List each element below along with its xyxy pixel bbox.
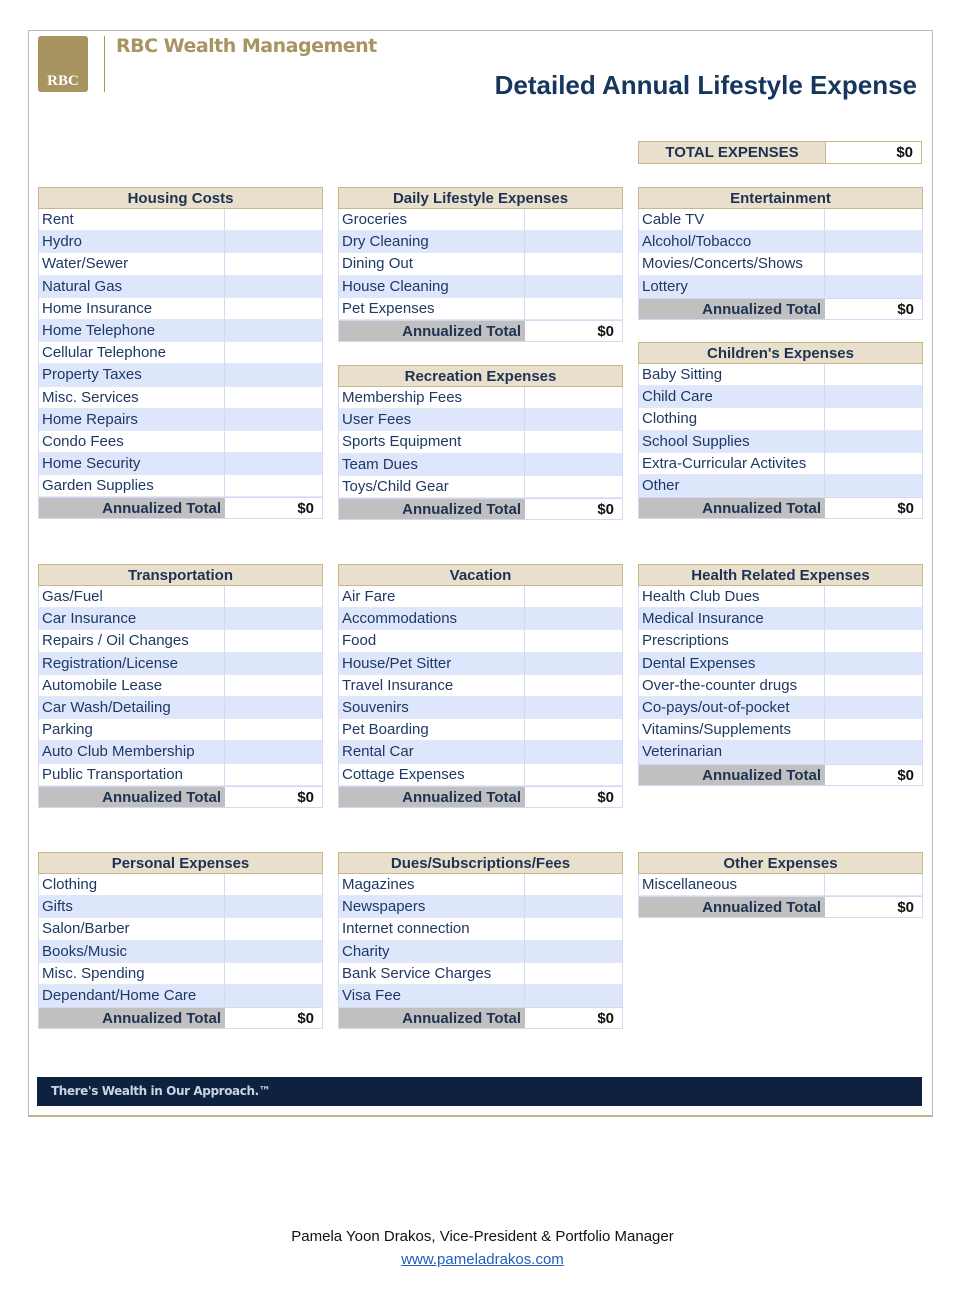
- expense-row: [38, 320, 323, 342]
- expense-amount-input[interactable]: [525, 608, 622, 630]
- expense-row: [638, 253, 923, 275]
- expense-label: Other: [639, 475, 825, 497]
- annualized-total-value: $0: [597, 788, 614, 806]
- annualized-total-label: Annualized Total: [639, 897, 825, 917]
- expense-amount-input[interactable]: [225, 209, 322, 231]
- expense-row: [38, 387, 323, 409]
- expense-amount-input[interactable]: [825, 719, 922, 741]
- expense-label: Home Repairs: [39, 409, 225, 431]
- expense-row: [38, 941, 323, 963]
- expense-amount-input[interactable]: [225, 918, 322, 940]
- tagline-bar: There's Wealth in Our Approach.™: [37, 1077, 922, 1106]
- expense-label: Extra-Curricular Activites: [639, 453, 825, 475]
- expense-row: [338, 675, 623, 697]
- expense-row: [638, 719, 923, 741]
- expense-amount-input[interactable]: [825, 874, 922, 896]
- section-header: Transportation: [38, 564, 323, 586]
- annualized-total-label: Annualized Total: [339, 1008, 525, 1028]
- expense-amount-input[interactable]: [225, 475, 322, 497]
- expense-amount-input[interactable]: [225, 697, 322, 719]
- expense-row: [338, 697, 623, 719]
- expense-label: School Supplies: [639, 431, 825, 453]
- expense-amount-input[interactable]: [825, 408, 922, 430]
- expense-amount-input[interactable]: [225, 653, 322, 675]
- expense-label: Natural Gas: [39, 276, 225, 298]
- section-recreation: [338, 365, 623, 520]
- expense-row: [38, 675, 323, 697]
- expense-amount-input[interactable]: [225, 586, 322, 608]
- expense-label: Souvenirs: [339, 697, 525, 719]
- expense-row: [38, 874, 323, 896]
- expense-amount-input[interactable]: [825, 253, 922, 275]
- expense-label: Travel Insurance: [339, 675, 525, 697]
- expense-row: [338, 608, 623, 630]
- expense-label: Water/Sewer: [39, 253, 225, 275]
- page-title: Detailed Annual Lifestyle Expense: [494, 70, 917, 100]
- expense-row: [38, 719, 323, 741]
- expense-row: [338, 476, 623, 498]
- expense-label: Auto Club Membership: [39, 741, 225, 763]
- expense-label: Home Telephone: [39, 320, 225, 342]
- expense-row: [638, 453, 923, 475]
- expense-label: House/Pet Sitter: [339, 653, 525, 675]
- expense-row: [638, 741, 923, 763]
- expense-row: [38, 231, 323, 253]
- expense-label: Home Insurance: [39, 298, 225, 320]
- expense-label: Misc. Spending: [39, 963, 225, 985]
- expense-amount-input[interactable]: [525, 209, 622, 231]
- expense-row: [338, 454, 623, 476]
- expense-label: Books/Music: [39, 941, 225, 963]
- expense-amount-input[interactable]: [825, 386, 922, 408]
- annualized-total-row: [38, 1007, 323, 1029]
- section-other: [638, 852, 923, 918]
- annualized-total-label: Annualized Total: [339, 321, 525, 341]
- expense-row: [638, 231, 923, 253]
- annualized-total-row: [638, 896, 923, 918]
- expense-amount-input[interactable]: [225, 985, 322, 1007]
- expense-row: [638, 675, 923, 697]
- expense-row: [38, 409, 323, 431]
- total-expenses-value: $0: [896, 144, 913, 161]
- expense-row: [338, 741, 623, 763]
- expense-label: Cellular Telephone: [39, 342, 225, 364]
- expense-label: Home Security: [39, 453, 225, 475]
- expense-row: [38, 276, 323, 298]
- section-personal: [38, 852, 323, 1029]
- expense-label: Sports Equipment: [339, 431, 525, 453]
- expense-label: Vitamins/Supplements: [639, 719, 825, 741]
- section-housing: [38, 187, 323, 519]
- expense-row: [638, 608, 923, 630]
- expense-row: [38, 963, 323, 985]
- expense-row: [338, 918, 623, 940]
- expense-label: Misc. Services: [39, 387, 225, 409]
- expense-label: Accommodations: [339, 608, 525, 630]
- expense-amount-input[interactable]: [525, 896, 622, 918]
- expense-label: Car Wash/Detailing: [39, 697, 225, 719]
- expense-row: [638, 408, 923, 430]
- expense-amount-input[interactable]: [225, 276, 322, 298]
- expense-row: [338, 209, 623, 231]
- expense-amount-input[interactable]: [525, 630, 622, 652]
- expense-amount-input[interactable]: [825, 697, 922, 719]
- expense-row: [38, 342, 323, 364]
- section-header: Personal Expenses: [38, 852, 323, 874]
- section-dues: [338, 852, 623, 1029]
- expense-row: [38, 253, 323, 275]
- annualized-total-value: $0: [597, 500, 614, 518]
- expense-row: [338, 431, 623, 453]
- expense-amount-input[interactable]: [525, 741, 622, 763]
- annualized-total-label: Annualized Total: [339, 787, 525, 807]
- expense-row: [338, 653, 623, 675]
- expense-amount-input[interactable]: [825, 209, 922, 231]
- annualized-total-row: [38, 497, 323, 519]
- annualized-total-row: [638, 298, 923, 320]
- annualized-total-label: Annualized Total: [339, 499, 525, 519]
- expense-amount-input[interactable]: [225, 387, 322, 409]
- expense-amount-input[interactable]: [525, 387, 622, 409]
- total-expenses-label: TOTAL EXPENSES: [639, 142, 826, 163]
- expense-label: House Cleaning: [339, 276, 525, 298]
- expense-row: [338, 231, 623, 253]
- expense-label: Alcohol/Tobacco: [639, 231, 825, 253]
- expense-label: Movies/Concerts/Shows: [639, 253, 825, 275]
- expense-amount-input[interactable]: [525, 298, 622, 320]
- expense-amount-input[interactable]: [825, 608, 922, 630]
- expense-row: [38, 741, 323, 763]
- logo-text: RBC: [47, 73, 79, 89]
- expense-amount-input[interactable]: [525, 431, 622, 453]
- expense-label: Groceries: [339, 209, 525, 231]
- expense-row: [338, 719, 623, 741]
- section-header: Dues/Subscriptions/Fees: [338, 852, 623, 874]
- annualized-total-value: $0: [897, 500, 914, 518]
- total-expenses: [638, 141, 922, 164]
- expense-row: [338, 963, 623, 985]
- expense-amount-input[interactable]: [525, 941, 622, 963]
- annualized-total-label: Annualized Total: [39, 498, 225, 518]
- expense-amount-input[interactable]: [825, 675, 922, 697]
- expense-row: [638, 630, 923, 652]
- expense-label: Condo Fees: [39, 431, 225, 453]
- expense-amount-input[interactable]: [225, 675, 322, 697]
- annualized-total-value: $0: [597, 1010, 614, 1028]
- section-header: Other Expenses: [638, 852, 923, 874]
- rbc-logo: [38, 36, 88, 92]
- expense-label: Miscellaneous: [639, 874, 825, 896]
- expense-amount-input[interactable]: [525, 454, 622, 476]
- expense-label: Dining Out: [339, 253, 525, 275]
- expense-label: Child Care: [639, 386, 825, 408]
- expense-row: [38, 453, 323, 475]
- expense-row: [338, 874, 623, 896]
- expense-label: Gas/Fuel: [39, 586, 225, 608]
- expense-amount-input[interactable]: [525, 586, 622, 608]
- expense-amount-input[interactable]: [825, 431, 922, 453]
- expense-label: Dry Cleaning: [339, 231, 525, 253]
- expense-amount-input[interactable]: [225, 963, 322, 985]
- expense-amount-input[interactable]: [225, 298, 322, 320]
- expense-amount-input[interactable]: [225, 253, 322, 275]
- expense-amount-input[interactable]: [225, 874, 322, 896]
- expense-label: Repairs / Oil Changes: [39, 630, 225, 652]
- expense-label: Gifts: [39, 896, 225, 918]
- expense-amount-input[interactable]: [525, 276, 622, 298]
- expense-label: Baby Sitting: [639, 364, 825, 386]
- expense-row: [38, 896, 323, 918]
- expense-amount-input[interactable]: [225, 608, 322, 630]
- expense-label: Prescriptions: [639, 630, 825, 652]
- expense-label: Membership Fees: [339, 387, 525, 409]
- expense-label: Rental Car: [339, 741, 525, 763]
- expense-label: Health Club Dues: [639, 586, 825, 608]
- expense-row: [638, 697, 923, 719]
- expense-label: Toys/Child Gear: [339, 476, 525, 498]
- expense-amount-input[interactable]: [525, 697, 622, 719]
- expense-label: Garden Supplies: [39, 475, 225, 497]
- expense-amount-input[interactable]: [825, 475, 922, 497]
- expense-row: [38, 475, 323, 497]
- expense-label: Cable TV: [639, 209, 825, 231]
- expense-label: Parking: [39, 719, 225, 741]
- expense-amount-input[interactable]: [825, 586, 922, 608]
- annualized-total-row: [338, 1007, 623, 1029]
- section-entertainment: [638, 187, 923, 320]
- expense-amount-input[interactable]: [825, 653, 922, 675]
- annualized-total-row: [338, 320, 623, 342]
- expense-row: [638, 431, 923, 453]
- expense-row: [338, 586, 623, 608]
- expense-label: Magazines: [339, 874, 525, 896]
- expense-row: [338, 253, 623, 275]
- expense-row: [338, 941, 623, 963]
- annualized-total-value: $0: [297, 1010, 314, 1028]
- expense-row: [38, 697, 323, 719]
- annualized-total-row: [338, 498, 623, 520]
- expense-label: Co-pays/out-of-pocket: [639, 697, 825, 719]
- expense-label: Air Fare: [339, 586, 525, 608]
- expense-amount-input[interactable]: [225, 719, 322, 741]
- expense-row: [638, 475, 923, 497]
- expense-label: Team Dues: [339, 454, 525, 476]
- expense-row: [38, 298, 323, 320]
- expense-amount-input[interactable]: [525, 764, 622, 786]
- expense-label: Registration/License: [39, 653, 225, 675]
- expense-amount-input[interactable]: [825, 453, 922, 475]
- section-children: [638, 342, 923, 519]
- expense-amount-input[interactable]: [525, 253, 622, 275]
- expense-amount-input[interactable]: [225, 741, 322, 763]
- annualized-total-row: [638, 497, 923, 519]
- expense-label: Pet Expenses: [339, 298, 525, 320]
- expense-amount-input[interactable]: [525, 719, 622, 741]
- footer-author: Pamela Yoon Drakos, Vice-President & Portfolio Manager: [291, 1228, 674, 1245]
- expense-amount-input[interactable]: [825, 231, 922, 253]
- footer-link[interactable]: www.pameladrakos.com: [401, 1251, 564, 1268]
- expense-label: Lottery: [639, 276, 825, 298]
- expense-row: [338, 387, 623, 409]
- expense-label: Car Insurance: [39, 608, 225, 630]
- expense-amount-input[interactable]: [225, 364, 322, 386]
- annualized-total-value: $0: [297, 500, 314, 518]
- expense-label: Public Transportation: [39, 764, 225, 786]
- brand-name: RBC Wealth Management: [116, 35, 377, 57]
- expense-label: Salon/Barber: [39, 918, 225, 940]
- expense-label: Cottage Expenses: [339, 764, 525, 786]
- expense-amount-input[interactable]: [525, 675, 622, 697]
- section-header: Children's Expenses: [638, 342, 923, 364]
- expense-amount-input[interactable]: [525, 476, 622, 498]
- expense-amount-input[interactable]: [225, 431, 322, 453]
- expense-amount-input[interactable]: [525, 874, 622, 896]
- expense-label: Veterinarian: [639, 741, 825, 763]
- section-header: Vacation: [338, 564, 623, 586]
- expense-label: Food: [339, 630, 525, 652]
- expense-row: [38, 764, 323, 786]
- expense-label: User Fees: [339, 409, 525, 431]
- expense-row: [338, 409, 623, 431]
- expense-row: [338, 276, 623, 298]
- annualized-total-label: Annualized Total: [39, 1008, 225, 1028]
- section-header: Housing Costs: [38, 187, 323, 209]
- expense-row: [338, 630, 623, 652]
- section-vacation: [338, 564, 623, 808]
- expense-label: Clothing: [39, 874, 225, 896]
- annualized-total-value: $0: [897, 899, 914, 917]
- expense-label: Over-the-counter drugs: [639, 675, 825, 697]
- annualized-total-label: Annualized Total: [39, 787, 225, 807]
- expense-row: [638, 586, 923, 608]
- expense-amount-input[interactable]: [225, 453, 322, 475]
- expense-amount-input[interactable]: [225, 630, 322, 652]
- expense-row: [38, 653, 323, 675]
- expense-row: [38, 985, 323, 1007]
- annualized-total-value: $0: [597, 322, 614, 340]
- divider: [104, 36, 105, 92]
- expense-amount-input[interactable]: [525, 409, 622, 431]
- expense-row: [38, 918, 323, 940]
- annualized-total-row: [638, 764, 923, 786]
- expense-amount-input[interactable]: [525, 963, 622, 985]
- expense-label: Newspapers: [339, 896, 525, 918]
- expense-row: [38, 586, 323, 608]
- expense-amount-input[interactable]: [225, 231, 322, 253]
- section-header: Recreation Expenses: [338, 365, 623, 387]
- expense-amount-input[interactable]: [525, 918, 622, 940]
- annualized-total-label: Annualized Total: [639, 299, 825, 319]
- expense-amount-input[interactable]: [825, 741, 922, 763]
- section-header: Daily Lifestyle Expenses: [338, 187, 623, 209]
- annualized-total-label: Annualized Total: [639, 498, 825, 518]
- expense-amount-input[interactable]: [225, 764, 322, 786]
- expense-amount-input[interactable]: [225, 409, 322, 431]
- expense-row: [38, 364, 323, 386]
- expense-row: [338, 764, 623, 786]
- expense-label: Dental Expenses: [639, 653, 825, 675]
- expense-label: Charity: [339, 941, 525, 963]
- expense-row: [638, 276, 923, 298]
- expense-row: [38, 630, 323, 652]
- expense-amount-input[interactable]: [525, 231, 622, 253]
- expense-amount-input[interactable]: [825, 630, 922, 652]
- expense-label: Internet connection: [339, 918, 525, 940]
- expense-amount-input[interactable]: [225, 320, 322, 342]
- expense-row: [338, 985, 623, 1007]
- expense-row: [638, 364, 923, 386]
- annualized-total-row: [338, 786, 623, 808]
- expense-label: Visa Fee: [339, 985, 525, 1007]
- expense-label: Clothing: [639, 408, 825, 430]
- expense-row: [638, 209, 923, 231]
- expense-amount-input[interactable]: [825, 364, 922, 386]
- expense-row: [338, 896, 623, 918]
- expense-row: [38, 209, 323, 231]
- expense-row: [38, 431, 323, 453]
- section-header: Entertainment: [638, 187, 923, 209]
- expense-amount-input[interactable]: [525, 985, 622, 1007]
- expense-row: [38, 608, 323, 630]
- expense-label: Hydro: [39, 231, 225, 253]
- expense-amount-input[interactable]: [225, 896, 322, 918]
- expense-row: [638, 874, 923, 896]
- section-transportation: [38, 564, 323, 808]
- expense-amount-input[interactable]: [825, 276, 922, 298]
- expense-label: Rent: [39, 209, 225, 231]
- expense-label: Automobile Lease: [39, 675, 225, 697]
- expense-label: Property Taxes: [39, 364, 225, 386]
- expense-row: [638, 653, 923, 675]
- annualized-total-value: $0: [897, 300, 914, 318]
- expense-row: [638, 386, 923, 408]
- expense-label: Medical Insurance: [639, 608, 825, 630]
- annualized-total-value: $0: [297, 788, 314, 806]
- section-health: [638, 564, 923, 786]
- section-daily: [338, 187, 623, 342]
- expense-label: Pet Boarding: [339, 719, 525, 741]
- annualized-total-value: $0: [897, 766, 914, 784]
- expense-row: [338, 298, 623, 320]
- expense-label: Bank Service Charges: [339, 963, 525, 985]
- expense-label: Dependant/Home Care: [39, 985, 225, 1007]
- section-header: Health Related Expenses: [638, 564, 923, 586]
- annualized-total-row: [38, 786, 323, 808]
- expense-amount-input[interactable]: [225, 941, 322, 963]
- expense-amount-input[interactable]: [525, 653, 622, 675]
- expense-amount-input[interactable]: [225, 342, 322, 364]
- annualized-total-label: Annualized Total: [639, 765, 825, 785]
